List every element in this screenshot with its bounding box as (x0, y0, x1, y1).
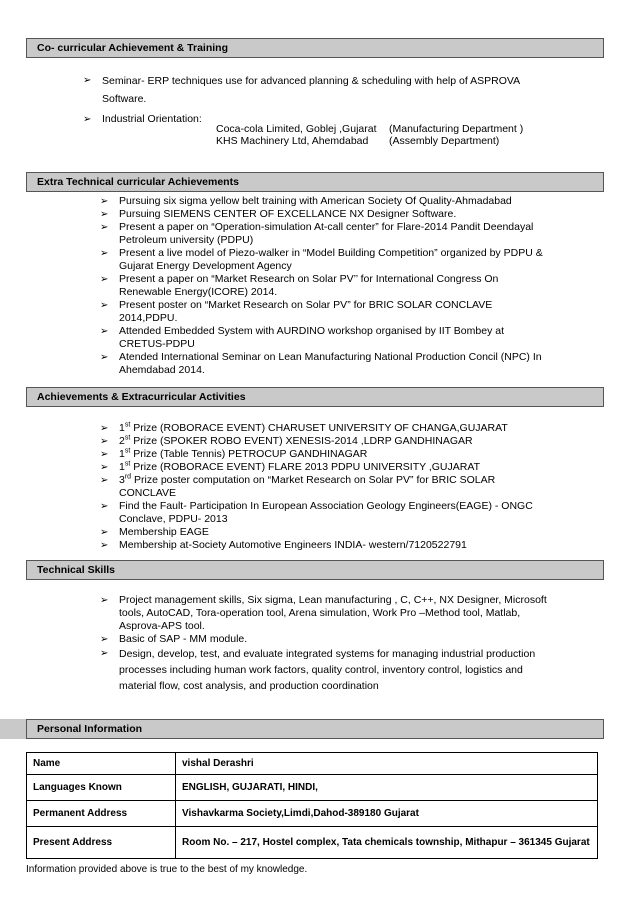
list-item: ➢ 3rd Prize poster computation on “Market Research on Solar PV” for BRIC SOLAR CONCLAVE (100, 473, 496, 499)
achievements-list (100, 422, 570, 552)
list-item: ➢ 2st Prize (SPOKER ROBO EVENT) XENESIS-2014 ,LDRP GANDHINAGAR (100, 434, 473, 447)
list-item: ➢ Membership at-Society Automotive Engineers INDIA- western/7120522791 (100, 539, 467, 551)
orientation-company: Coca-cola Limited, Goblej ,Gujarat (216, 123, 377, 135)
section-title: Personal Information (37, 723, 143, 735)
table-row (27, 801, 598, 827)
section-header-personal (26, 719, 604, 739)
row-label: Permanent Address (27, 801, 176, 827)
arrow-bullet-icon: ➢ (83, 75, 92, 86)
section-header-technical-skills (26, 560, 604, 580)
arrow-bullet-icon: ➢ (100, 352, 109, 363)
arrow-bullet-icon: ➢ (100, 423, 109, 434)
arrow-bullet-icon: ➢ (100, 248, 109, 259)
row-value: Room No. – 217, Hostel complex, Tata chemicals township, Mithapur – 361345 Gujarat (176, 827, 598, 859)
list-item: ➢ Present poster on “Market Research on Solar PV” for BRIC SOLAR CONCLAVE 2014,PDPU. (100, 299, 493, 324)
list-item: ➢ Pursuing six sigma yellow belt training with American Society Of Quality-Ahmadabad (100, 195, 512, 207)
arrow-bullet-icon: ➢ (100, 196, 109, 207)
list-item: ➢ Pursuing SIEMENS CENTER OF EXCELLANCE NX Designer Software. (100, 208, 457, 220)
row-label: Name (27, 753, 176, 775)
list-item: ➢ Present a paper on “Operation-simulation At-call center” for Flare-2014 Pandit Deendayal Petroleum university (PDPU) (100, 221, 534, 246)
list-item: ➢ Membership EAGE (100, 526, 209, 538)
list-item: ➢ 1st Prize (ROBORACE EVENT) FLARE 2013 PDPU UNIVERSITY ,GUJARAT (100, 460, 480, 473)
section-title: Extra Technical curricular Achievements (37, 176, 239, 188)
list-item: ➢ Attended Embedded System with AURDINO workshop organised by IIT Bombey at CRETUS-PDPU (100, 325, 504, 350)
row-label: Languages Known (27, 775, 176, 801)
cocurricular-list (83, 72, 583, 126)
arrow-bullet-icon: ➢ (100, 540, 109, 551)
arrow-bullet-icon: ➢ (100, 326, 109, 337)
list-item: ➢ Atended International Seminar on Lean Manufacturing National Production Concil (NPC) In Ahemdabad 2014. (100, 351, 542, 376)
arrow-bullet-icon: ➢ (100, 595, 109, 606)
list-item: ➢ Find the Fault- Participation In European Association Geology Engineers(EAGE) - ONGC Conclave, PDPU- 2013 (100, 500, 533, 525)
arrow-bullet-icon: ➢ (100, 475, 109, 486)
table-row (27, 753, 598, 775)
arrow-bullet-icon: ➢ (100, 222, 109, 233)
technical-skills-list (100, 594, 570, 694)
arrow-bullet-icon: ➢ (100, 449, 109, 460)
orientation-dept: (Manufacturing Department ) (389, 123, 524, 135)
section-title: Achievements & Extracurricular Activities (37, 391, 246, 403)
list-item: ➢ Project management skills, Six sigma, Lean manufacturing , C, C++, NX Designer, Microsoft tools, AutoCAD, Tora-operation tool, Arena simulation, Work Pro –Method tool, Matlab, Asprova-APS tool. (100, 594, 547, 632)
section-header-achievements (26, 387, 604, 407)
arrow-bullet-icon: ➢ (100, 462, 109, 473)
arrow-bullet-icon: ➢ (100, 209, 109, 220)
orientation-company: KHS Machinery Ltd, Ahemdabad (216, 135, 369, 147)
row-value: ENGLISH, GUJARATI, HINDI, (176, 775, 598, 801)
arrow-bullet-icon: ➢ (100, 436, 109, 447)
section-title: Co- curricular Achievement & Training (37, 42, 228, 54)
section-header-cocurricular (26, 38, 604, 58)
table-row (27, 775, 598, 801)
list-item: ➢ Design, develop, test, and evaluate integrated systems for managing industrial production processes including human work factors, quality control, inventory control, logistics and material flow, cost analysis, and production coordination (100, 648, 536, 692)
row-value: vishal Derashri (176, 753, 598, 775)
arrow-bullet-icon: ➢ (100, 527, 109, 538)
table-row (27, 827, 598, 859)
personal-info-table (26, 752, 598, 859)
section-header-extra-technical (26, 172, 604, 192)
arrow-bullet-icon: ➢ (100, 648, 109, 659)
arrow-bullet-icon: ➢ (100, 501, 109, 512)
orientation-dept: (Assembly Department) (389, 135, 500, 147)
list-item: ➢ Basic of SAP - MM module. (100, 633, 248, 645)
row-value: Vishavkarma Society,Limdi,Dahod-389180 Gujarat (176, 801, 598, 827)
arrow-bullet-icon: ➢ (83, 114, 92, 125)
arrow-bullet-icon: ➢ (100, 300, 109, 311)
section-title: Technical Skills (37, 564, 116, 576)
list-item: ➢ 1st Prize (Table Tennis) PETROCUP GANDHINAGAR (100, 447, 368, 460)
arrow-bullet-icon: ➢ (100, 634, 109, 645)
list-item: ➢ 1st Prize (ROBORACE EVENT) CHARUSET UNIVERSITY OF CHANGA,GUJARAT (100, 421, 508, 434)
list-item: ➢ Industrial Orientation: (83, 113, 202, 125)
list-item: ➢ Present a live model of Piezo-walker in “Model Building Competition” organized by PDPU & Gujarat Energy Development Agency (100, 247, 543, 272)
arrow-bullet-icon: ➢ (100, 274, 109, 285)
list-item: ➢ Seminar- ERP techniques use for advanced planning & scheduling with help of ASPROVA Software. (83, 72, 583, 108)
declaration-text: Information provided above is true to the best of my knowledge. (26, 864, 308, 875)
list-item: ➢ Present a paper on “Market Research on Solar PV’’ for International Congress On Renewable Energy(ICORE) 2014. (100, 273, 499, 298)
section-bar-accent (0, 719, 26, 739)
extra-technical-list (100, 195, 570, 377)
row-label: Present Address (27, 827, 176, 859)
